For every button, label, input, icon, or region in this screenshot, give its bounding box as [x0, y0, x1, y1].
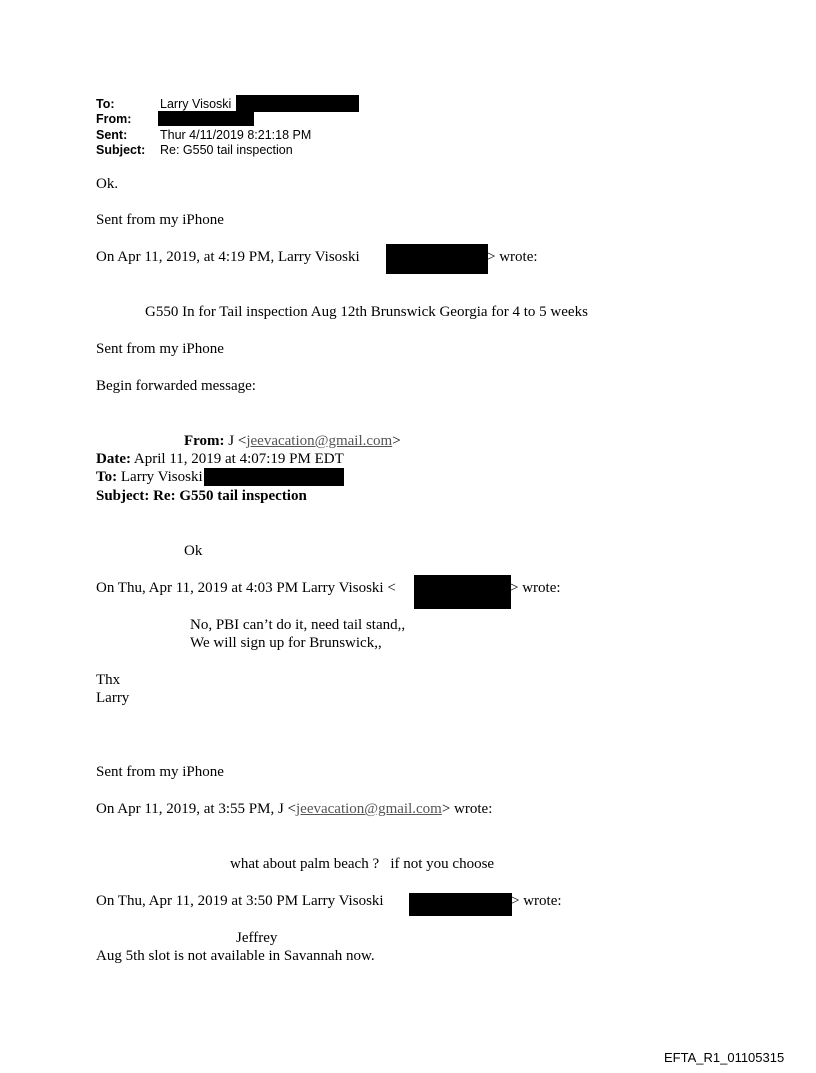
email-link[interactable]: jeevacation@gmail.com: [296, 801, 442, 817]
quoted-line: No, PBI can’t do it, need tail stand,,: [190, 617, 406, 633]
redaction-box: [204, 468, 344, 486]
from-label: From:: [96, 112, 132, 126]
quoted-name: Jeffrey: [236, 930, 278, 946]
fwd-date-value: April 11, 2019 at 4:07:19 PM EDT: [130, 451, 344, 467]
fwd-to-value: Larry Visoski: [117, 469, 203, 485]
quoted-line: We will sign up for Brunswick,,: [190, 635, 382, 651]
quoted-line: Aug 5th slot is not available in Savannah now.: [96, 948, 375, 964]
fwd-reply: Ok: [184, 543, 203, 559]
iphone-signature: Sent from my iPhone: [96, 341, 224, 357]
fwd-to-line: [96, 468, 203, 486]
fwd-from-close: >: [392, 433, 401, 449]
sender-name: Larry: [96, 690, 130, 706]
fwd-from-name: J <: [224, 433, 247, 449]
iphone-signature: Sent from my iPhone: [96, 212, 224, 228]
quote-intro: On Apr 11, 2019, at 4:19 PM, Larry Visoski: [96, 249, 360, 265]
fwd-to-label: To:: [96, 469, 118, 485]
quote-intro: On Thu, Apr 11, 2019 at 4:03 PM Larry Visoski <: [96, 580, 396, 596]
redaction-box: [158, 111, 254, 126]
redaction-box: [414, 575, 511, 609]
bates-number: EFTA_R1_01105315: [664, 1050, 785, 1065]
redaction-box: [409, 893, 512, 916]
to-value: Larry Visoski: [160, 97, 232, 111]
quote-intro: On Apr 11, 2019, at 3:55 PM, J <: [96, 801, 296, 817]
quote-wrote: > wrote:: [441, 801, 493, 817]
quote-wrote: > wrote:: [511, 893, 562, 909]
quoted-message: what about palm beach ? if not you choose: [230, 856, 495, 872]
fwd-from-line: [184, 432, 401, 450]
fwd-date-label: Date:: [96, 451, 131, 467]
thanks-text: Thx: [96, 672, 121, 688]
quoted-message: G550 In for Tail inspection Aug 12th Brunswick Georgia for 4 to 5 weeks: [145, 304, 588, 320]
sent-value: Thur 4/11/2019 8:21:18 PM: [160, 128, 312, 142]
sent-label: Sent:: [96, 128, 128, 142]
to-label: To:: [96, 97, 115, 111]
iphone-signature: Sent from my iPhone: [96, 764, 224, 780]
email-link[interactable]: jeevacation@gmail.com: [246, 433, 393, 449]
fwd-subject: Subject: Re: G550 tail inspection: [96, 488, 307, 504]
fwd-from-label: From:: [184, 433, 225, 449]
subject-value: Re: G550 tail inspection: [160, 143, 293, 157]
fwd-date-line: [96, 450, 344, 468]
forward-intro: Begin forwarded message:: [96, 378, 256, 394]
redaction-box: [386, 244, 488, 274]
quote-wrote: > wrote:: [510, 580, 561, 596]
redaction-box: [236, 95, 359, 112]
quote-intro: On Thu, Apr 11, 2019 at 3:50 PM Larry Visoski: [96, 893, 384, 909]
quote-line: [96, 800, 492, 818]
subject-label: Subject:: [96, 143, 146, 157]
reply-text: Ok.: [96, 176, 119, 192]
quote-wrote: > wrote:: [487, 249, 538, 265]
